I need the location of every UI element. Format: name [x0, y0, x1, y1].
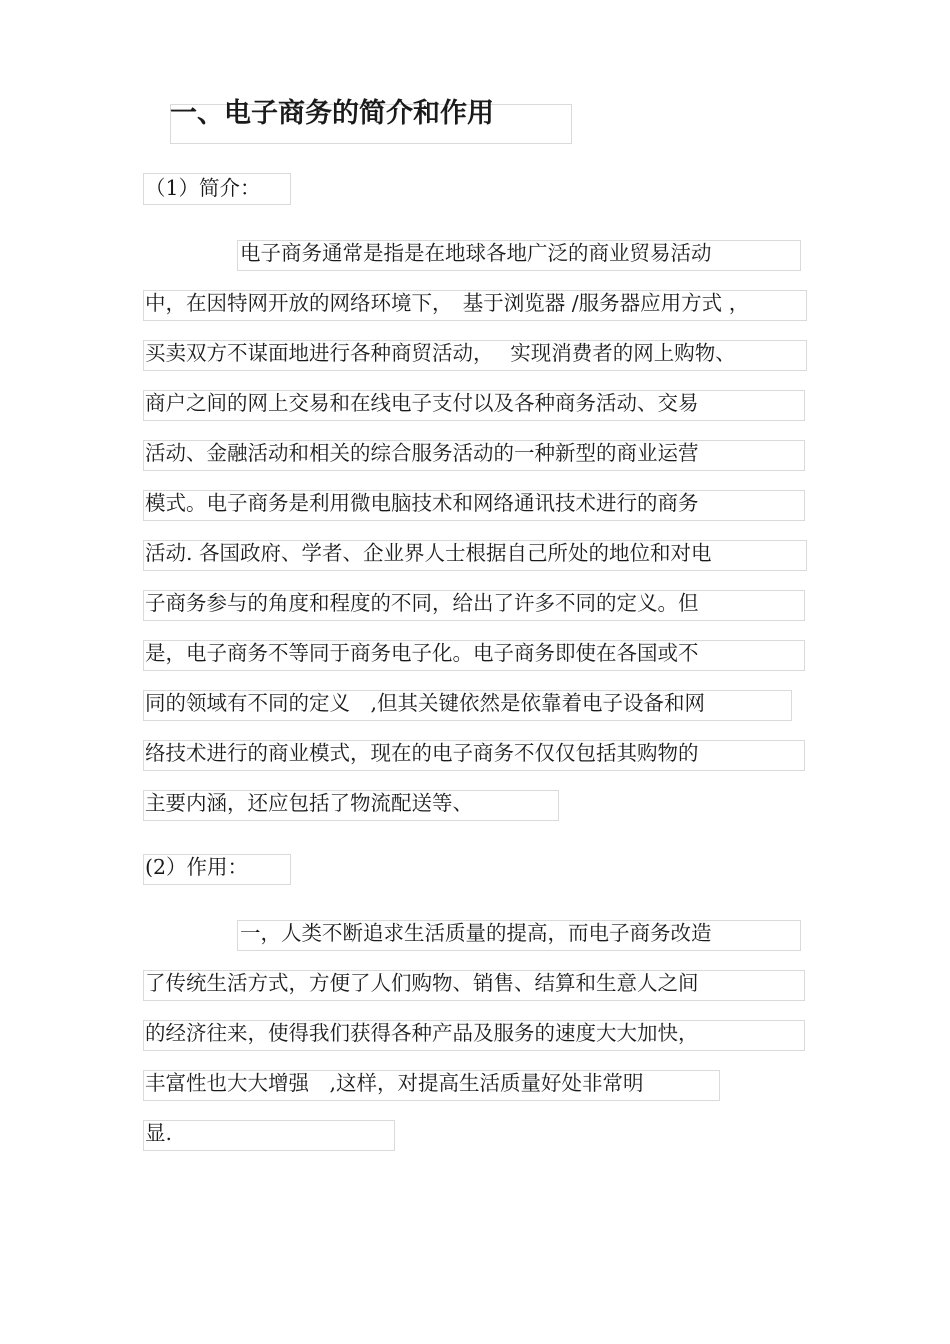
section1-heading: （1）简介：: [145, 176, 261, 200]
paragraph-line: 是，电子商务不等同于商务电子化。电子商务即使在各国或不: [145, 641, 699, 665]
paragraph-line: 买卖双方不谋面地进行各种商贸活动， 实现消费者的网上购物、: [145, 341, 736, 365]
paragraph-line: 子商务参与的角度和程度的不同，给出了许多不同的定义。但: [145, 591, 699, 615]
paragraph-line: 了传统生活方式，方便了人们购物、销售、结算和生意人之间: [145, 971, 699, 995]
document-title: 一、电子商务的简介和作用: [170, 98, 494, 129]
paragraph-line: 商户之间的网上交易和在线电子支付以及各种商务活动、交易: [145, 391, 699, 415]
section2-heading: (2）作用：: [145, 855, 249, 879]
paragraph-line: 模式。电子商务是利用微电脑技术和网络通讯技术进行的商务: [145, 491, 699, 515]
paragraph-line: 活动、金融活动和相关的综合服务活动的一种新型的商业运营: [145, 441, 699, 465]
paragraph-line: 的经济往来，使得我们获得各种产品及服务的速度大大加快，: [145, 1021, 699, 1045]
paragraph-line: 同的领域有不同的定义 ,但其关键依然是依靠着电子设备和网: [145, 691, 706, 715]
line-frame: [143, 1120, 395, 1151]
paragraph-line: 一，人类不断追求生活质量的提高，而电子商务改造: [240, 921, 712, 945]
paragraph-line: 电子商务通常是指是在地球各地广泛的商业贸易活动: [240, 241, 712, 265]
paragraph-line: 络技术进行的商业模式，现在的电子商务不仅仅包括其购物的: [145, 741, 699, 765]
paragraph-line: 中，在因特网开放的网络环境下， 基于浏览器 /服务器应用方式 ，: [145, 291, 750, 315]
paragraph-line: 主要内涵，还应包括了物流配送等、: [145, 791, 473, 815]
paragraph-line: 活动. 各国政府、学者、企业界人士根据自己所处的地位和对电: [145, 541, 712, 565]
paragraph-line: 丰富性也大大增强 ,这样，对提高生活质量好处非常明: [145, 1071, 644, 1095]
paragraph-line: 显.: [145, 1121, 173, 1145]
